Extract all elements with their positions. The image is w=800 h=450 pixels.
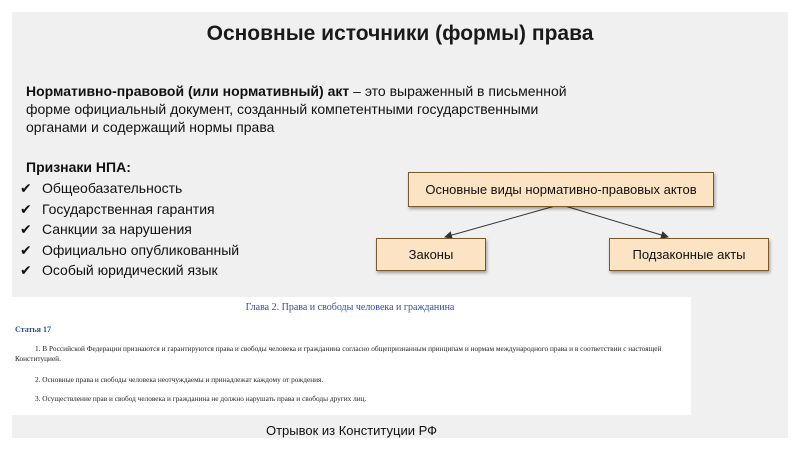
diagram-laws-box: Законы xyxy=(376,238,486,271)
list-item-label: Общеобазательность xyxy=(42,180,183,196)
list-item-label: Санкции за нарушения xyxy=(42,221,192,237)
article-title: Статья 17 xyxy=(15,325,51,334)
constitution-excerpt xyxy=(9,297,691,415)
checkmark-icon: ✔ xyxy=(20,200,32,217)
signs-title: Признаки НПА: xyxy=(26,159,131,175)
checkmark-icon: ✔ xyxy=(20,221,32,237)
paragraph-2: 2. Основные права и свободы человека неотчуждаемы и принадлежат каждому от рождения. xyxy=(35,375,324,384)
list-item-label: Государственная гарантия xyxy=(42,200,215,217)
checkmark-icon: ✔ xyxy=(20,180,32,196)
arrow-to-laws xyxy=(445,206,555,237)
diagram-subordinate-acts-box: Подзаконные акты xyxy=(609,238,769,271)
diagram-main-box: Основные виды нормативно-правовых актов xyxy=(408,172,714,207)
definition-body: – это выраженный в письменной форме официальный документ, созданный компетентными государственными органами и содержащий нормы права xyxy=(26,83,567,135)
paragraph-3: 3. Осуществление прав и свобод человека и гражданина не должно нарушать права и свободы других лиц. xyxy=(35,394,367,403)
arrow-to-subordinate xyxy=(565,206,668,237)
slide-title: Основные источники (формы) права xyxy=(206,22,594,45)
definition-term: Нормативно-правовой (или нормативный) акт xyxy=(26,83,350,99)
chapter-title: Глава 2. Права и свободы человека и гражданина xyxy=(245,302,455,313)
checkmark-icon: ✔ xyxy=(20,241,32,258)
excerpt-caption: Отрывок из Конституции РФ xyxy=(265,423,438,438)
list-item-label: Официально опубликованный xyxy=(42,241,240,258)
list-item-label: Особый юридический язык xyxy=(42,262,218,278)
paragraph-1: 1. В Российской Федерации признаются и гарантируются права и свободы человека и гражданина согласно общепризнанным принципам и нормам международного права и в соответствии с настоящей Конституцией. xyxy=(15,344,662,363)
checkmark-icon: ✔ xyxy=(20,262,32,278)
